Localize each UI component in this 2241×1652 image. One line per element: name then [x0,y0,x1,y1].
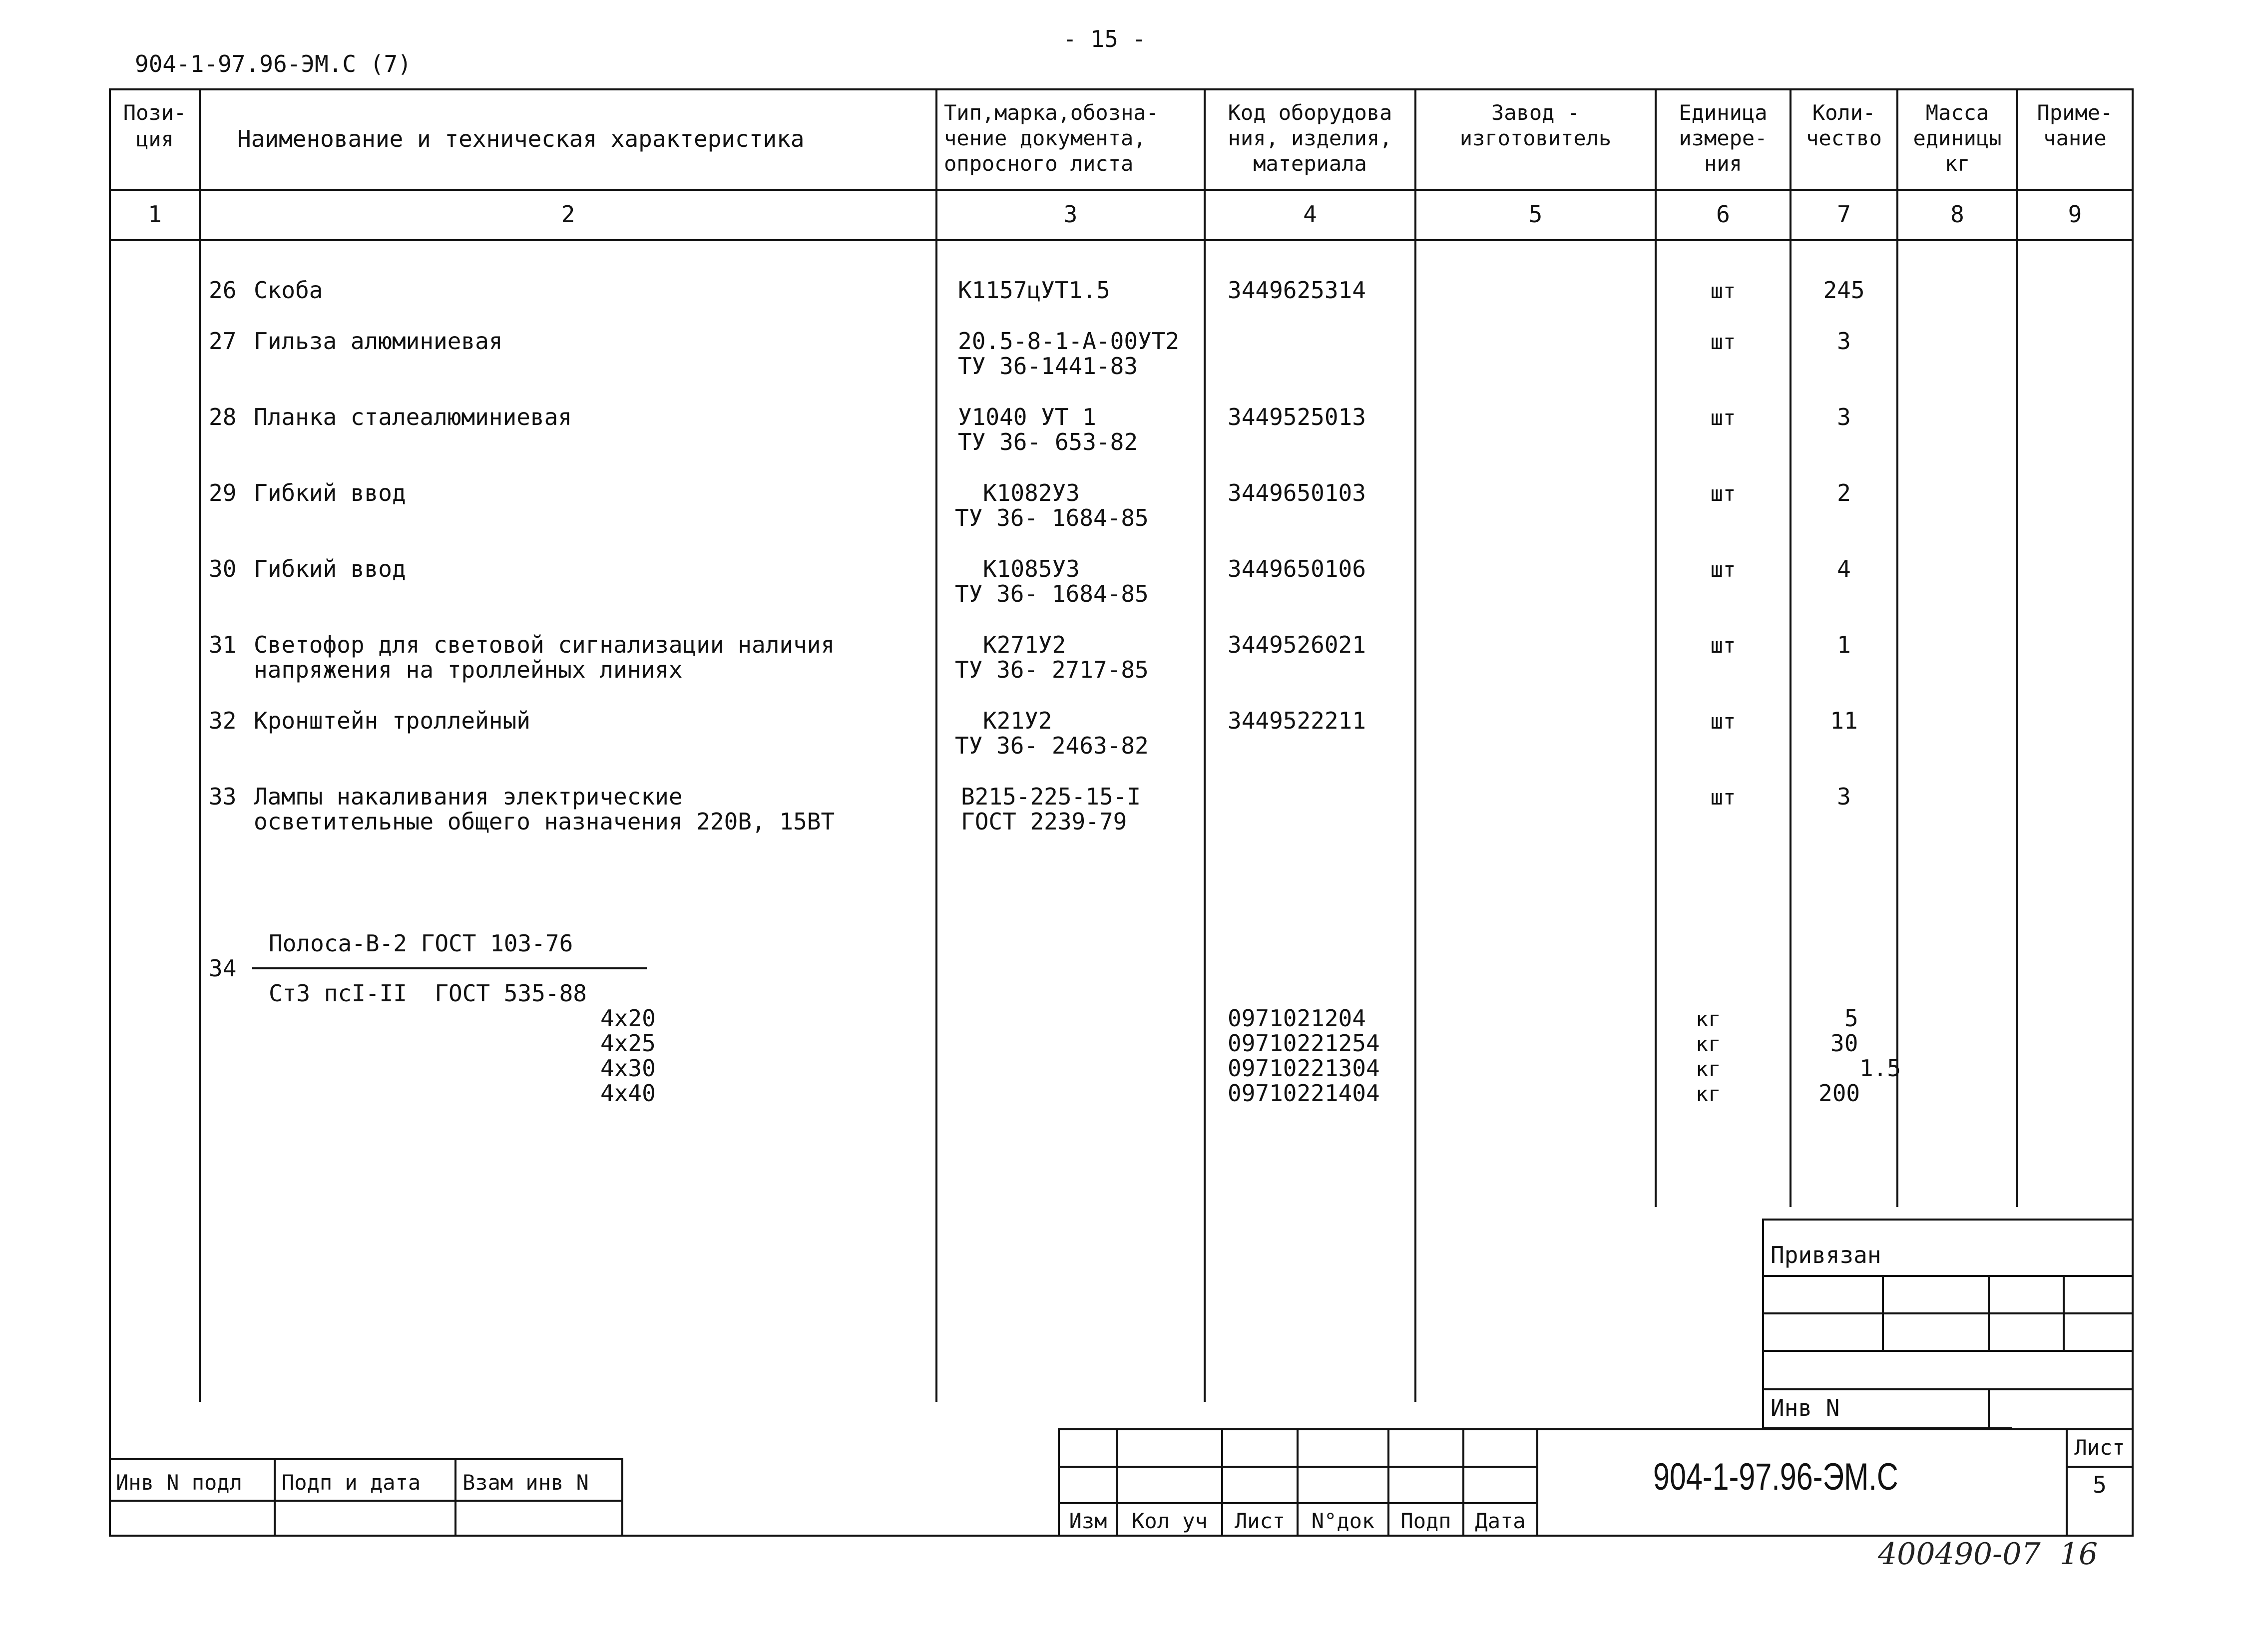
row-type: ТУ 36- 2463-82 [955,732,1149,759]
size-unit: кг [1696,1082,1721,1106]
row-type: К1085У3 [983,555,1080,582]
row-name: Гильза алюминиевая [254,328,503,355]
privyazan-vline [1988,1388,1990,1428]
sheet-number: 5 [2093,1471,2107,1498]
title-label-podp: Подп [1400,1509,1451,1533]
header-col3-line2: чение документа, [944,126,1146,150]
row-code: 3449526021 [1228,631,1366,658]
approval-vline [621,1458,623,1536]
col-number: 6 [1716,201,1730,228]
sheet-box-hline [2066,1466,2134,1468]
col-number: 3 [1063,201,1078,228]
size-qty: 1.5 [1859,1055,1901,1082]
approval-mid [109,1500,623,1502]
privyazan-left [1762,1219,1764,1429]
row-unit: шт [1710,633,1736,658]
size-unit: кг [1696,1007,1721,1031]
header-col5-line2: изготовитель [1459,126,1612,150]
header-col8-line2: единицы [1913,126,2002,150]
row-type: ТУ 36- 1684-85 [955,504,1149,531]
page-number: - 15 - [1063,25,1146,52]
col-number: 8 [1950,201,1964,228]
size-unit: кг [1696,1057,1721,1081]
size-unit: кг [1696,1032,1721,1056]
privyazan-hline [1762,1350,2134,1352]
col-divider [1896,88,1898,1207]
header-col3-line1: Тип,марка,обозна- [944,100,1159,125]
row-type: ТУ 36-1441-83 [958,353,1138,380]
handwritten-archive-number: 400490-07 16 [1878,1537,2098,1572]
row-position: 26 [209,277,237,304]
row-position: 34 [209,955,237,982]
row-name: Кронштейн троллейный [254,707,530,734]
col-number: 4 [1303,201,1317,228]
title-doc-code: 904-1-97.96-ЭМ.С [1653,1456,1898,1498]
title-label-kol-uch: Кол уч [1132,1509,1208,1533]
title-label-list: Лист [1234,1509,1286,1533]
size-code: 09710221304 [1228,1055,1380,1082]
privyazan-hline [1762,1275,2134,1277]
titleblock-vline [1536,1428,1538,1536]
size-qty: 200 [1818,1080,1860,1107]
header-col8-line1: Масса [1925,100,1989,125]
header-col3-line3: опросного листа [944,151,1134,176]
header-col4-line3: материала [1253,151,1367,176]
colnum-bottom-border [109,239,2134,241]
header-col9-line2: чание [2043,126,2107,150]
row-type: К1082У3 [983,479,1080,506]
size-code: 09710221404 [1228,1080,1380,1107]
row-type: ТУ 36- 2717-85 [955,656,1149,683]
table-top-border [109,88,2134,90]
col-number: 7 [1837,201,1851,228]
title-label-data: Дата [1475,1509,1526,1533]
inv-n-label: Инв N [1771,1394,1840,1421]
row-position: 29 [209,479,237,506]
row-type: ТУ 36- 1684-85 [955,580,1149,607]
privyazan-vline [1882,1275,1884,1351]
privyazan-hline [1762,1312,2134,1314]
row-unit: шт [1710,330,1736,354]
row-type: К1157цУТ1.5 [958,277,1110,304]
fraction-denominator: Ст3 псI-II ГОСТ 535-88 [269,980,587,1007]
col-divider [199,88,201,1402]
titleblock-top [1058,1428,2134,1430]
header-col4-line2: ния, изделия, [1228,126,1392,150]
header-col1-line1: Пози- [123,100,187,125]
row-type: К21У2 [983,707,1052,734]
size-item: 4х25 [600,1030,656,1057]
row-qty: 1 [1837,631,1851,658]
privyazan-top [1762,1219,2134,1221]
header-col4-line1: Код оборудова [1228,100,1392,125]
size-code: 0971021204 [1228,1005,1366,1032]
privyazan-hline [1762,1388,2134,1390]
row-unit: шт [1710,709,1736,734]
header-col6-line3: ния [1704,151,1742,176]
header-col1-line2: ция [136,127,174,151]
row-qty: 3 [1837,404,1851,430]
row-name: напряжения на троллейных линиях [254,656,683,683]
col-number: 2 [561,201,575,228]
row-unit: шт [1710,785,1736,810]
row-type: ГОСТ 2239-79 [961,808,1127,835]
col-number: 1 [148,201,162,228]
inv-podl-label: Инв N подл [116,1470,242,1495]
doc-code-top: 904-1-97.96-ЭМ.С (7) [135,50,412,77]
header-col7-line1: Коли- [1812,100,1876,125]
row-unit: шт [1710,481,1736,506]
sheet-label: Лист [2074,1435,2125,1460]
size-code: 09710221254 [1228,1030,1380,1057]
row-name: Планка сталеалюминиевая [254,404,572,430]
title-label-ndok: N°док [1311,1509,1375,1533]
size-qty: 5 [1844,1005,1858,1032]
row-type: К271У2 [983,631,1066,658]
row-code: 3449625314 [1228,277,1366,304]
header-col9-line1: Приме- [2037,100,2113,125]
header-col6-line2: измере- [1679,126,1768,150]
row-qty: 3 [1837,328,1851,355]
col-divider [1414,88,1416,1402]
size-item: 4х20 [600,1005,656,1032]
approval-vline [454,1458,456,1536]
row-name: осветительные общего назначения 220В, 15ВТ [254,808,835,835]
col-divider [935,88,937,1402]
col-divider [1204,88,1206,1402]
row-name: Скоба [254,277,323,304]
privyazan-vline [1988,1275,1990,1351]
row-code: 3449525013 [1228,404,1366,430]
col-divider [2016,88,2018,1207]
row-qty: 245 [1823,277,1865,304]
header-col8-line3: кг [1944,151,1970,176]
row-qty: 2 [1837,479,1851,506]
table-right-border [2132,88,2134,1537]
podp-data-label: Подп и дата [282,1470,421,1495]
size-item: 4х30 [600,1055,656,1082]
col-number: 5 [1528,201,1543,228]
approval-vline [274,1458,276,1536]
table-left-border [109,88,111,1537]
title-label-izm: Изм [1069,1509,1107,1533]
col-number: 9 [2068,201,2082,228]
row-name: Гибкий ввод [254,479,406,506]
vzam-inv-label: Взам инв N [462,1470,589,1495]
size-qty: 30 [1830,1030,1858,1057]
approval-top [109,1458,623,1460]
row-code: 3449650106 [1228,555,1366,582]
header-col5-line1: Завод - [1491,100,1580,125]
row-qty: 11 [1830,707,1858,734]
row-qty: 4 [1837,555,1851,582]
row-name: Светофор для световой сигнализации наличия [254,631,835,658]
row-position: 32 [209,707,237,734]
row-unit: шт [1710,406,1736,430]
row-position: 30 [209,555,237,582]
privyazan-vline [2063,1275,2065,1351]
row-type: 20.5-8-1-А-00УТ2 [958,328,1180,355]
row-position: 28 [209,404,237,430]
row-unit: шт [1710,279,1736,303]
row-name: Лампы накаливания электрические [254,783,683,810]
header-col2: Наименование и техническая характеристика [237,125,805,152]
row-position: 27 [209,328,237,355]
fraction-numerator: Полоса-В-2 ГОСТ 103-76 [269,930,573,957]
row-type: ТУ 36- 653-82 [958,428,1138,455]
row-position: 31 [209,631,237,658]
header-bottom-border [109,189,2134,191]
fraction-bar [252,967,647,969]
row-type: У1040 УТ 1 [958,404,1096,430]
header-col7-line2: чество [1806,126,1882,150]
size-item: 4х40 [600,1080,656,1107]
table-bottom-border [109,1535,2134,1537]
row-code: 3449650103 [1228,479,1366,506]
row-code: 3449522211 [1228,707,1366,734]
row-type: В215-225-15-I [961,783,1141,810]
row-name: Гибкий ввод [254,555,406,582]
header-col6-line1: Единица [1679,100,1768,125]
privyazan-label: Привязан [1771,1241,1881,1268]
row-position: 33 [209,783,237,810]
row-qty: 3 [1837,783,1851,810]
row-unit: шт [1710,557,1736,582]
